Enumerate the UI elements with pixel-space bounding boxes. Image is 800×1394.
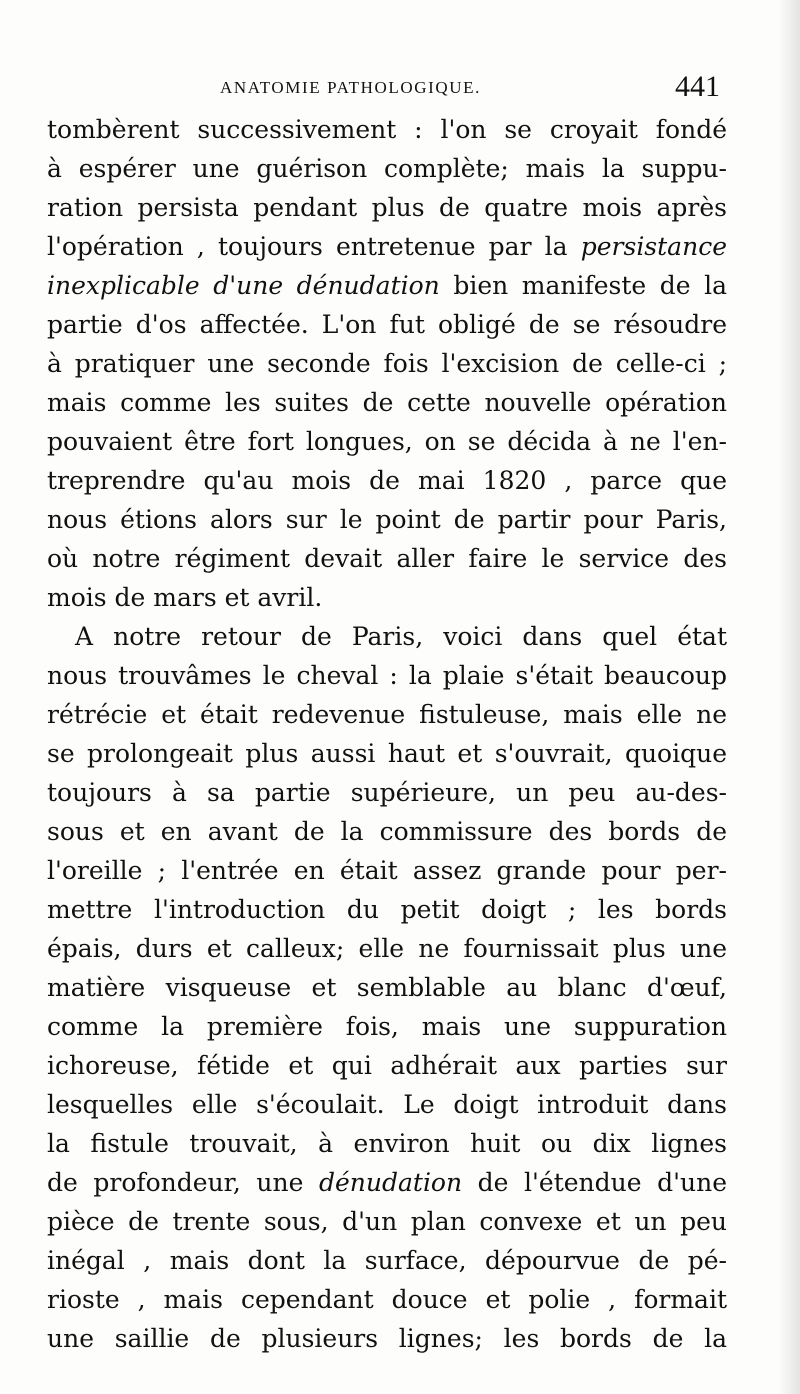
text-segment: A notre retour de Paris, voici dans quel état xyxy=(75,622,727,651)
text-segment: sous et en avant de la commissure des bords de xyxy=(47,817,727,846)
text-line xyxy=(47,539,727,578)
italic-text: persistance xyxy=(580,232,727,261)
text-segment: ration persista pendant plus de quatre mois après xyxy=(47,193,727,222)
text-line xyxy=(47,500,727,539)
text-line xyxy=(47,1007,727,1046)
text-line xyxy=(47,890,727,929)
text-segment: l'opération , toujours entretenue par la xyxy=(47,232,581,261)
text-line xyxy=(47,149,727,188)
text-line xyxy=(47,968,727,1007)
text-segment: mais comme les suites de cette nouvelle opération xyxy=(47,388,727,417)
page-edge-shadow xyxy=(778,0,800,1394)
text-segment: bien manifeste de la xyxy=(439,271,727,300)
text-segment: une saillie de plusieurs lignes; les bords de la xyxy=(47,1324,727,1353)
text-segment: de l'étendue d'une xyxy=(462,1168,727,1197)
text-line xyxy=(47,266,727,305)
page-number: 441 xyxy=(675,70,720,103)
text-segment: ichoreuse, fétide et qui adhérait aux parties sur xyxy=(47,1051,727,1080)
text-line xyxy=(47,1085,727,1124)
text-segment: comme la première fois, mais une suppuration xyxy=(47,1012,727,1041)
text-line xyxy=(47,1046,727,1085)
text-line xyxy=(47,461,727,500)
text-segment: matière visqueuse et semblable au blanc d'œuf, xyxy=(47,973,727,1002)
text-segment: se prolongeait plus aussi haut et s'ouvrait, quoique xyxy=(47,739,727,768)
text-segment: toujours à sa partie supérieure, un peu au-des- xyxy=(47,778,727,807)
text-line xyxy=(47,812,727,851)
text-segment: pièce de trente sous, d'un plan convexe et un peu xyxy=(47,1207,727,1236)
text-segment: partie d'os affectée. L'on fut obligé de se résoudre xyxy=(47,310,727,339)
text-segment: l'oreille ; l'entrée en était assez grande pour per- xyxy=(47,856,727,885)
text-segment: lesquelles elle s'écoulait. Le doigt introduit dans xyxy=(47,1090,727,1119)
text-line xyxy=(47,617,727,656)
text-line xyxy=(47,929,727,968)
text-segment: treprendre qu'au mois de mai 1820 , parce que xyxy=(47,466,727,495)
text-segment: à espérer une guérison complète; mais la suppu- xyxy=(47,154,727,183)
text-line xyxy=(47,851,727,890)
text-line xyxy=(47,656,727,695)
text-line xyxy=(47,1202,727,1241)
text-segment: mois de mars et avril. xyxy=(47,583,323,612)
text-segment: tombèrent successivement : l'on se croyait fondé xyxy=(47,115,727,144)
text-line xyxy=(47,305,727,344)
text-segment: inégal , mais dont la surface, dépourvue de pé- xyxy=(47,1246,727,1275)
text-line xyxy=(47,1124,727,1163)
text-line xyxy=(47,695,727,734)
text-segment: la fistule trouvait, à environ huit ou dix lignes xyxy=(47,1129,727,1158)
text-line xyxy=(47,344,727,383)
running-title: ANATOMIE PATHOLOGIQUE. xyxy=(220,78,481,97)
text-segment: rétrécie et était redevenue fistuleuse, mais elle ne xyxy=(47,700,727,729)
text-segment: nous étions alors sur le point de partir pour Paris, xyxy=(47,505,727,534)
text-line xyxy=(47,734,727,773)
italic-text: dénudation xyxy=(318,1168,463,1197)
text-line xyxy=(47,1241,727,1280)
text-line xyxy=(47,188,727,227)
text-segment: rioste , mais cependant douce et polie , formait xyxy=(47,1285,727,1314)
text-segment: mettre l'introduction du petit doigt ; les bords xyxy=(47,895,727,924)
body-text xyxy=(47,110,727,1358)
text-line xyxy=(47,383,727,422)
text-segment: épais, durs et calleux; elle ne fournissait plus une xyxy=(47,934,727,963)
text-line xyxy=(47,1280,727,1319)
italic-text: inexplicable d'une dénudation xyxy=(47,271,440,300)
text-line xyxy=(47,1163,727,1202)
text-line xyxy=(47,1319,727,1358)
text-segment: à pratiquer une seconde fois l'excision de celle-ci ; xyxy=(47,349,727,378)
running-head xyxy=(200,70,740,104)
text-segment: où notre régiment devait aller faire le service des xyxy=(47,544,727,573)
text-segment: de profondeur, une xyxy=(47,1168,319,1197)
text-line xyxy=(47,773,727,812)
text-line xyxy=(47,578,727,617)
text-line xyxy=(47,227,727,266)
text-line xyxy=(47,110,727,149)
text-segment: pouvaient être fort longues, on se décida à ne l'en- xyxy=(47,427,727,456)
text-segment: nous trouvâmes le cheval : la plaie s'était beaucoup xyxy=(47,661,727,690)
text-line xyxy=(47,422,727,461)
